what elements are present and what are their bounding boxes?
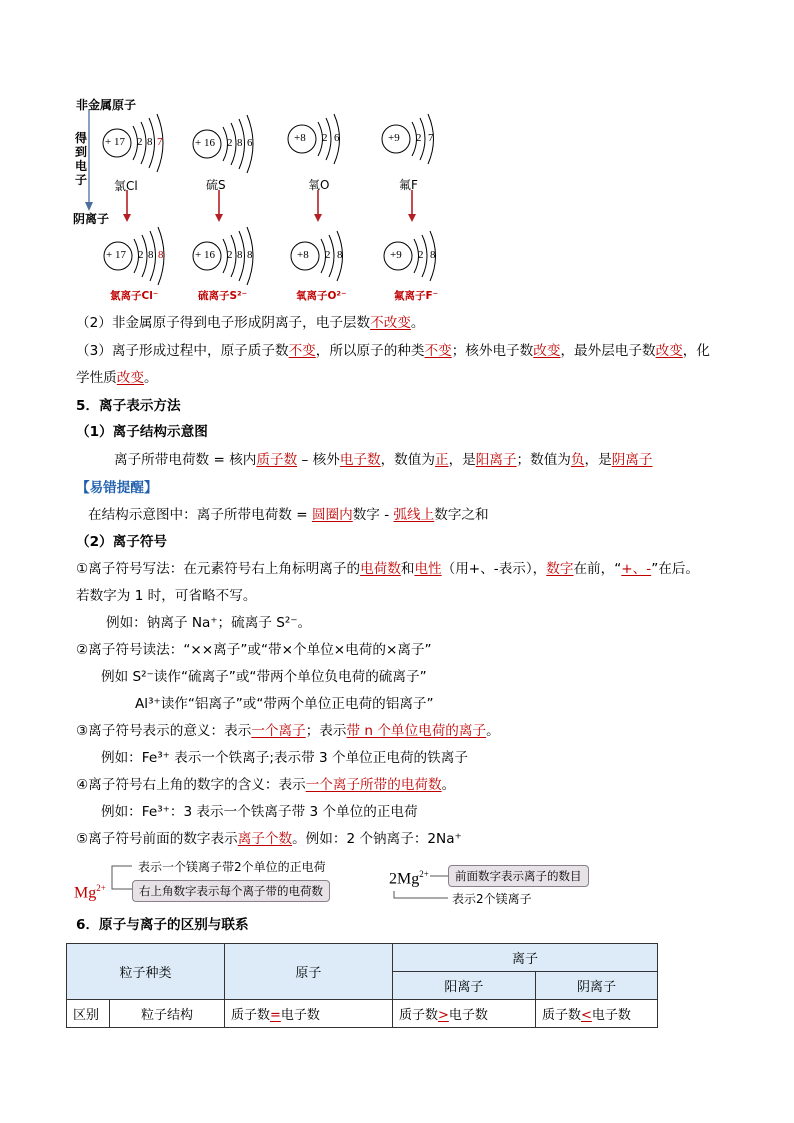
rule-2-example-1: 例如 S²⁻读作“硫离子”或“带两个单位负电荷的硫离子” xyxy=(101,669,427,685)
gain-char-4: 子 xyxy=(75,173,88,187)
rule-5: ⑤离子符号前面的数字表示离子个数。例如：2 个钠离子：2Na⁺ xyxy=(76,831,462,847)
2mg-symbol: $2Mg^{2+}$ xyxy=(389,869,429,888)
rule-3: ③离子符号表示的意义：表示一个离子；表示带 n 个单位电荷的离子。 xyxy=(76,723,500,739)
header-cation: 阳离子 xyxy=(392,972,535,1000)
rule-4-example: 例如：Fe³⁺：3 表示一个铁离子带 3 个单位的正电荷 xyxy=(101,804,418,820)
ion-charge-formula: 离子所带电荷数 = 核内质子数 – 核外电子数，数值为正，是阳离子；数值为负，是阴离子 xyxy=(114,452,653,468)
ion-o-shell-2: 8 xyxy=(337,249,343,261)
paragraph-3-cont: 学性质改变。 xyxy=(76,370,158,386)
ion-name-s: 硫离子S²⁻ xyxy=(198,290,248,302)
ion-s-nucleus: + 16 xyxy=(195,249,215,261)
rule-4: ④离子符号右上角的数字的含义：表示一个离子所带的电荷数。 xyxy=(76,777,456,793)
atom-s-nucleus: + 16 xyxy=(195,137,215,149)
rule-1-cont: 若数字为 1 时，可省略不写。 xyxy=(76,588,257,604)
ion-s-shell-2: 8 xyxy=(237,249,243,261)
header-particle-kind: 粒子种类 xyxy=(67,944,225,1000)
ion-name-o: 氧离子O²⁻ xyxy=(296,290,347,302)
row-structure-label: 粒子结构 xyxy=(110,1000,225,1028)
ion-f-shell-1: 2 xyxy=(418,249,424,261)
ion-o-nucleus: +8 xyxy=(297,249,309,261)
ion-s-shell-1: 2 xyxy=(227,249,233,261)
atom-cl-shell-2: 8 xyxy=(147,136,153,148)
atom-cl-shell-3: 7 xyxy=(157,136,163,148)
tip-line: 在结构示意图中：离子所带电荷数 = 圆圈内数字 - 弧线上数字之和 xyxy=(88,507,489,523)
mg-top-annotation: 表示一个镁离子带2个单位的正电荷 xyxy=(138,860,326,874)
ion-s-shell-3: 8 xyxy=(247,249,253,261)
paragraph-2: （2）非金属原子得到电子形成阴离子，电子层数不改变。 xyxy=(76,315,425,331)
ion-f-nucleus: +9 xyxy=(390,249,402,261)
atom-name-o: 氧O xyxy=(308,178,330,192)
rule-1: ①离子符号写法：在元素符号右上角标明离子的电荷数和电性（用+、-表示），数字在前，“+、-”在后。 xyxy=(76,561,700,577)
2mg-box-annotation: 前面数字表示离子的数目 xyxy=(448,865,589,887)
atom-o-shell-1: 2 xyxy=(322,132,328,144)
nonmetal-atom-label: 非金属原子 xyxy=(76,98,137,112)
ion-name-cl: 氯离子Cl⁻ xyxy=(110,290,159,302)
atom-f-nucleus: +9 xyxy=(388,132,400,144)
header-ion: 离子 xyxy=(392,944,657,972)
ion-cl-shell-2: 8 xyxy=(148,249,154,261)
tip-title: 【易错提醒】 xyxy=(76,480,158,496)
atom-s-shell-2: 8 xyxy=(237,137,243,149)
ion-cl-shell-1: 2 xyxy=(138,249,144,261)
ion-cl-shell-3: 8 xyxy=(158,249,164,261)
mg-box-annotation: 右上角数字表示每个离子带的电荷数 xyxy=(132,880,330,902)
gain-char-1: 得 xyxy=(75,131,88,145)
gain-char-2: 到 xyxy=(75,145,88,159)
atom-cl-nucleus: + 17 xyxy=(105,136,125,148)
2mg-bottom-annotation: 表示2个镁离子 xyxy=(452,892,532,906)
anion-structure-cell: 质子数<电子数 xyxy=(535,1000,657,1028)
ion-cl-nucleus: + 17 xyxy=(106,249,126,261)
ion-name-f: 氟离子F⁻ xyxy=(394,290,439,302)
atom-ion-comparison-table xyxy=(66,943,658,1028)
rule-3-example: 例如：Fe³⁺ 表示一个铁离子;表示带 3 个单位正电荷的铁离子 xyxy=(101,750,468,766)
section-5-2-title: （2）离子符号 xyxy=(76,534,168,550)
ion-f-shell-2: 8 xyxy=(430,249,436,261)
section-6-title: 6．原子与离子的区别与联系 xyxy=(76,917,249,933)
atom-name-f: 氟F xyxy=(399,178,418,192)
answer-unchanged: 不改变 xyxy=(370,315,411,331)
atom-structure-cell: 质子数=电子数 xyxy=(224,1000,392,1028)
atom-f-shell-1: 2 xyxy=(416,132,422,144)
section-5-title: 5．离子表示方法 xyxy=(76,398,181,414)
mg-symbol: $Mg^{2+}$ xyxy=(74,883,106,902)
atom-f-shell-2: 7 xyxy=(428,132,434,144)
header-anion: 阴离子 xyxy=(535,972,657,1000)
atom-name-s: 硫S xyxy=(206,178,226,192)
section-5-1-title: （1）离子结构示意图 xyxy=(76,424,208,440)
row-diff-label: 区别 xyxy=(67,1000,110,1028)
atom-o-nucleus: +8 xyxy=(294,132,306,144)
atom-s-shell-3: 6 xyxy=(247,137,253,149)
atom-cl-shell-1: 2 xyxy=(137,136,143,148)
header-atom: 原子 xyxy=(224,944,392,1000)
anion-label: 阴离子 xyxy=(73,212,110,226)
gain-char-3: 电 xyxy=(75,159,88,173)
cation-structure-cell: 质子数>电子数 xyxy=(392,1000,535,1028)
rule-2-example-2: Al³⁺读作“铝离子”或“带两个单位正电荷的铝离子” xyxy=(135,696,434,712)
atom-name-cl: 氯Cl xyxy=(114,179,138,193)
atom-o-shell-2: 6 xyxy=(334,132,340,144)
atom-s-shell-1: 2 xyxy=(227,137,233,149)
rule-2: ②离子符号读法：“××离子”或“带×个单位×电荷的×离子” xyxy=(76,642,432,658)
paragraph-3: （3）离子形成过程中，原子质子数不变，所以原子的种类不变；核外电子数改变，最外层电子数改变，化 xyxy=(76,343,710,359)
ion-o-shell-1: 2 xyxy=(325,249,331,261)
rule-1-example: 例如：钠离子 Na⁺；硫离子 S²⁻。 xyxy=(106,615,312,631)
